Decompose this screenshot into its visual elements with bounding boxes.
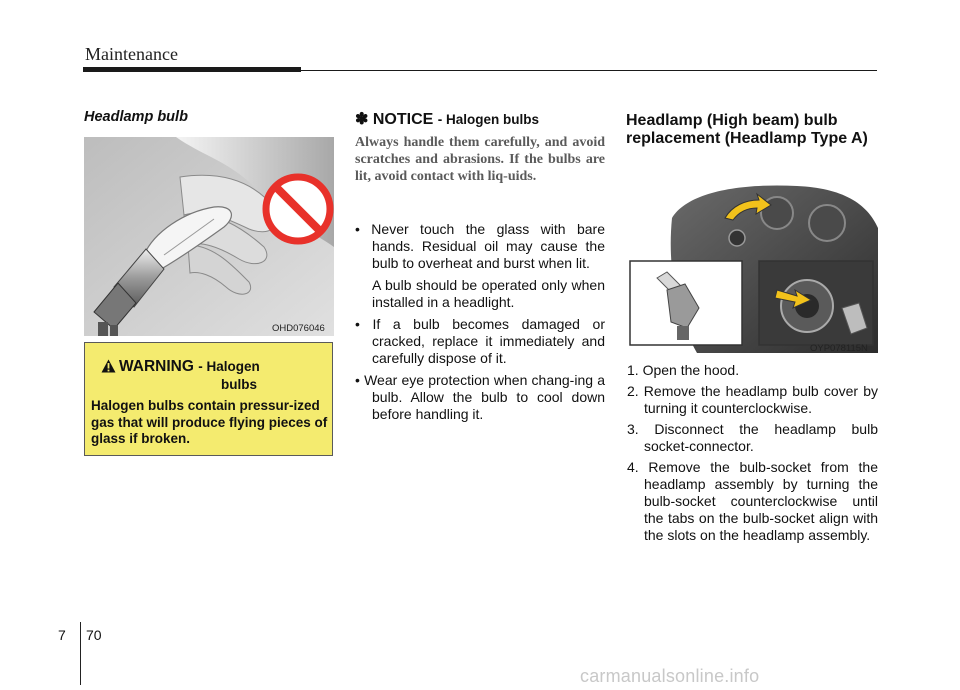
figure-code-right: OYP078115N (810, 343, 868, 354)
footer-divider (80, 622, 81, 685)
header-rule-thin (301, 70, 877, 71)
notice-intro: Always handle them carefully, and avoid scratches and abrasions. If the bulbs are lit, avoid contact with liq-uids. (355, 135, 605, 184)
warning-triangle-icon (101, 359, 116, 373)
notice-subtitle: - Halogen bulbs (437, 112, 540, 127)
bullet-item: • Wear eye protection when chang-ing a bulb. Allow the bulb to cool down before handling it. (355, 372, 605, 422)
step-item: 4. Remove the bulb-socket from the headlamp assembly by turning the bulb-socket counterclockwise until the tabs on the bulb-socket align with the slots on the headlamp assembly. (627, 459, 878, 543)
replacement-steps (627, 362, 878, 548)
warning-title: WARNING (119, 358, 194, 375)
warning-title-line (119, 358, 260, 376)
notice-heading (355, 109, 539, 129)
section-title: Maintenance (85, 44, 178, 64)
page-number: 70 (86, 627, 102, 643)
warning-body: Halogen bulbs contain pressur-ized gas that will produce flying pieces of glass if broken. (91, 398, 328, 446)
figure-code-left: OHD076046 (272, 323, 325, 334)
chapter-number: 7 (58, 627, 66, 643)
step-item: 3. Disconnect the headlamp bulb socket-connector. (627, 421, 878, 454)
bullet-subparagraph: A bulb should be operated only when installed in a headlight. (372, 277, 605, 310)
warning-subtitle: - Halogen (198, 359, 260, 374)
step-item: 2. Remove the headlamp bulb cover by turning it counterclockwise. (627, 383, 878, 416)
headlamp-assembly-illustration (627, 158, 878, 353)
notice-bullets (355, 221, 605, 428)
header-rule-thick (83, 67, 301, 72)
bullet-item: • If a bulb becomes damaged or cracked, replace it immediately and carefully dispose of it. (355, 316, 605, 366)
warning-subtitle-2: bulbs (221, 377, 257, 392)
hand-holding-bulb-illustration (84, 137, 334, 336)
watermark: carmanualsonline.info (580, 666, 760, 686)
headlamp-bulb-heading: Headlamp bulb (84, 109, 188, 125)
high-beam-heading: Headlamp (High beam) bulb replacement (Headlamp Type A) (626, 112, 868, 147)
notice-word: NOTICE (372, 111, 434, 128)
step-item: 1. Open the hood. (627, 362, 740, 378)
notice-star-icon: ✽ (355, 111, 369, 128)
warning-box (84, 342, 333, 456)
bullet-item: • Never touch the glass with bare hands. Residual oil may cause the bulb to overheat and burst when lit. (355, 221, 605, 271)
